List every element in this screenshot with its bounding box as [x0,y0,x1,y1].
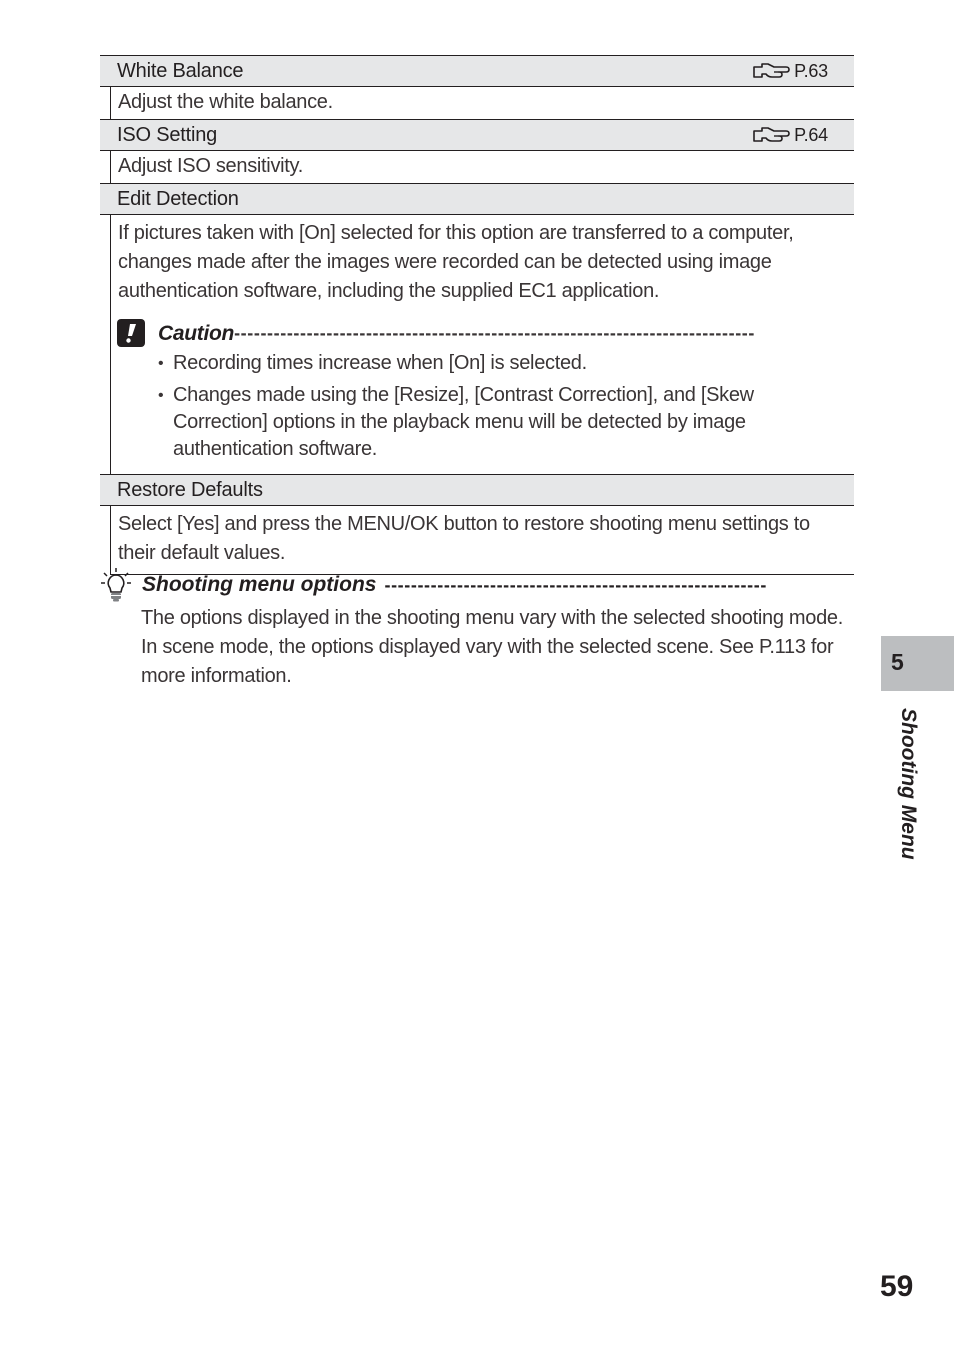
caution-header [118,318,846,348]
pointing-hand-icon [752,61,792,81]
caution-title: Caution [158,321,235,345]
table-row-header [100,55,854,87]
row-title: ISO Setting [117,124,218,146]
table-row-body: Adjust the white balance. [110,87,854,119]
table-row-body: Adjust ISO sensitivity. [110,151,854,183]
memo-rule: ---------------------------------------------------------- [384,574,767,595]
memo-header [100,568,854,602]
row-title: Restore Defaults [117,479,263,501]
table-row-header [100,183,854,215]
memo-title: Shooting menu options [142,573,377,596]
page-reference [752,56,828,86]
reference-page: P.63 [794,61,828,81]
pointing-hand-icon [752,125,792,145]
list-item: • Recording times increase when [On] is selected. [158,350,846,377]
table-row-body: Select [Yes] and press the MENU/OK button to restore shooting menu settings to their default values. [110,506,854,575]
lightbulb-icon [100,567,132,603]
caution-list [118,350,846,463]
settings-table [100,55,854,575]
row-title: Edit Detection [117,188,239,210]
table-row-header [100,474,854,506]
row-description: If pictures taken with [On] selected for this option are transferred to a computer, changes made after the images were recorded can be detected using image authentication software, including the supplied EC1 application. [118,222,794,302]
table-row-body [110,215,854,474]
caution-icon [117,319,145,347]
chapter-label: Shooting Menu [897,708,920,860]
table-row-header [100,119,854,151]
row-title: White Balance [117,60,244,82]
memo-text: The options displayed in the shooting menu vary with the selected shooting mode. In scene mode, the options displayed vary with the selected scene. See P.113 for more information. [141,607,843,687]
page-number: 59 [880,1270,914,1303]
list-item: • Changes made using the [Resize], [Contrast Correction], and [Skew Correction] options in the playback menu will be detected by image authentication software. [158,382,846,463]
reference-page: P.64 [794,125,828,145]
memo-box [100,568,854,691]
caution-rule: ------------------------------------------------------------------------------- [234,322,755,343]
chapter-tab: 5 [881,636,954,691]
page-reference [752,120,828,150]
